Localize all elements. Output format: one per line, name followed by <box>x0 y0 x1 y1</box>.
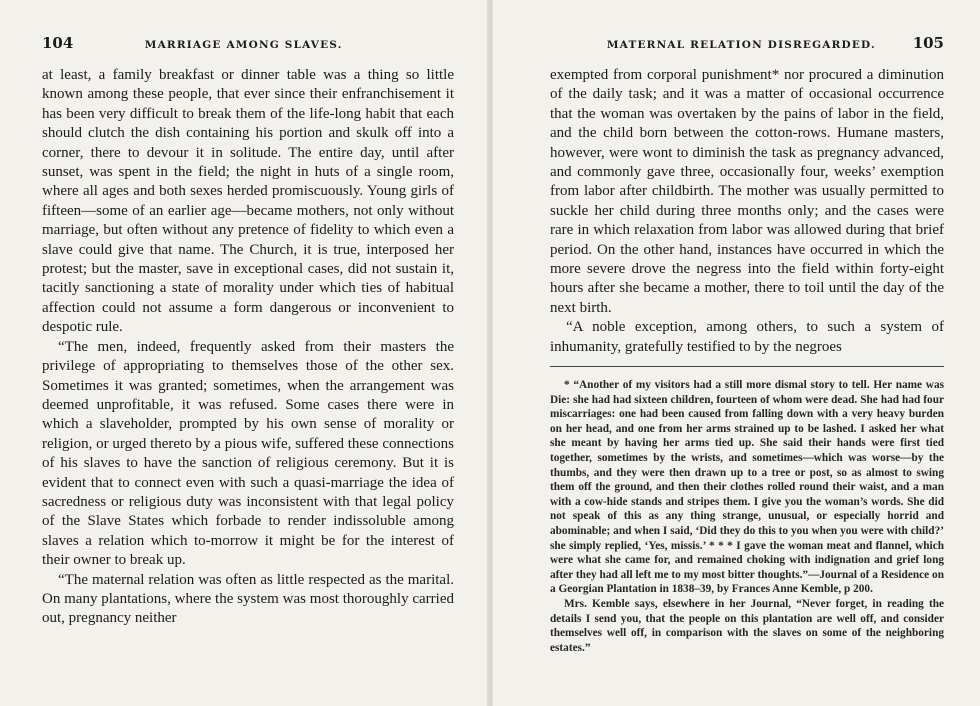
right-page-header <box>550 34 944 60</box>
footnotes <box>550 378 944 655</box>
left-page-body <box>42 66 454 629</box>
right-running-head: MATERNAL RELATION DISREGARDED. <box>606 39 876 51</box>
body-paragraph: “A noble exception, among others, to such a system of inhumanity, gratefully testified to by the negroes <box>550 319 944 355</box>
body-paragraph: exempted from corporal punishment* nor procured a diminution of the daily task; and it was a matter of occasional occurrence that the woman was overtaken by the pains of labor in the field, and the child born between the cotton-rows. Humane masters, however, were wont to diminish the task as pregnancy advanced, and commonly gave three, occasionally four, weeks’ exemption from labor after childbirth. The mother was usually permitted to suckle her child during three months only; and the cases were rare in which relaxation from labor was allowed during that brief period. On the other hand, instances have occurred in which the more severe drove the negress into the field within forty-eight hours after she became a mother, there to toil until the day of the next birth. <box>550 67 944 316</box>
right-page-number: 105 <box>912 34 944 52</box>
left-running-head: MARRIAGE AMONG SLAVES. <box>144 39 343 51</box>
left-page-header <box>42 34 454 60</box>
left-page-number: 104 <box>42 34 74 52</box>
footnote-paragraph: Mrs. Kemble says, elsewhere in her Journal, “Never forget, in reading the details I send you, that the people on this plantation are well off, and consider themselves well off, in comparison with the slaves on some of the neighboring estates.” <box>550 598 944 654</box>
body-paragraph: “The men, indeed, frequently asked from their masters the privilege of appropriating to themselves those of the other sex. Sometimes it was granted; sometimes, when the arrangement was deemed unprofitable, it was refused. Some cases there were in which a slaveholder, prompted by his own sense of morality or religion, or urged thereto by a pious wife, suffered these connections of his slaves to have the sanction of religious ceremony. But it is evident that to connect even with such a quasi-marriage the idea of sacredness or religious duty was inconsistent with that legal policy of the Slave States which forbade to render indissoluble among slaves a relation which to-morrow it might be for the interest of their owner to break up. <box>42 338 454 569</box>
footnote-divider <box>550 366 944 367</box>
right-page-body <box>550 66 944 357</box>
body-paragraph: “The maternal relation was often as little respected as the marital. On many plantations, where the system was most thoroughly carried out, pregnancy neither <box>42 571 454 627</box>
body-paragraph: at least, a family breakfast or dinner table was a thing so little known among these people, that ever since their enfranchisement it has been very difficult to break them of the life-long habit that each should clutch the dish containing his portion and skulk off into a corner, there to devour it in solitude. The entire day, until after sunset, was spent in the field; the night in huts of a single room, where all ages and both sexes herded promiscuously. Young girls of fifteen—some of an earlier age—became mothers, not only without marriage, but often without any pretence of fidelity to which even a slave could give that name. The Church, it is true, interposed her protest; but the master, save in exceptional cases, did not sustain it, tacitly sanctioning a state of morality under which ties of habitual affection could not assume a form dangerous or inconvenient to despotic rule. <box>42 67 454 336</box>
right-page <box>490 0 980 706</box>
footnote-paragraph: * “Another of my visitors had a still more dismal story to tell. Her name was Die: she had had sixteen children, fourteen of whom were dead. She had had four miscarriages: one had been caused from falling down with a very heavy burden on her head, and one from her arms strained up to be lashed. I asked her what she meant by having her arms tied up. She said their hands were first tied together, sometimes by the wrists, and sometimes—which was worse—by the thumbs, and they were then drawn up to a tree or post, so as almost to swing them off the ground, and then their clothes rolled round their waist, and a man with a cow-hide stands and stripes them. I give you the woman’s words. She did not speak of this as any thing strange, unusual, or especially horrid and abominable; and when I said, ‘Did they do this to you when you were with child?’ she simply replied, ‘Yes, missis.’ * * * I gave the woman meat and flannel, which were what she came for, and remained choking with indignation and grief long after they had all left me to my most bitter thoughts.”—Journal of a Residence on a Georgian Plantation in 1838–39, by Frances Anne Kemble, p 200. <box>550 379 944 596</box>
